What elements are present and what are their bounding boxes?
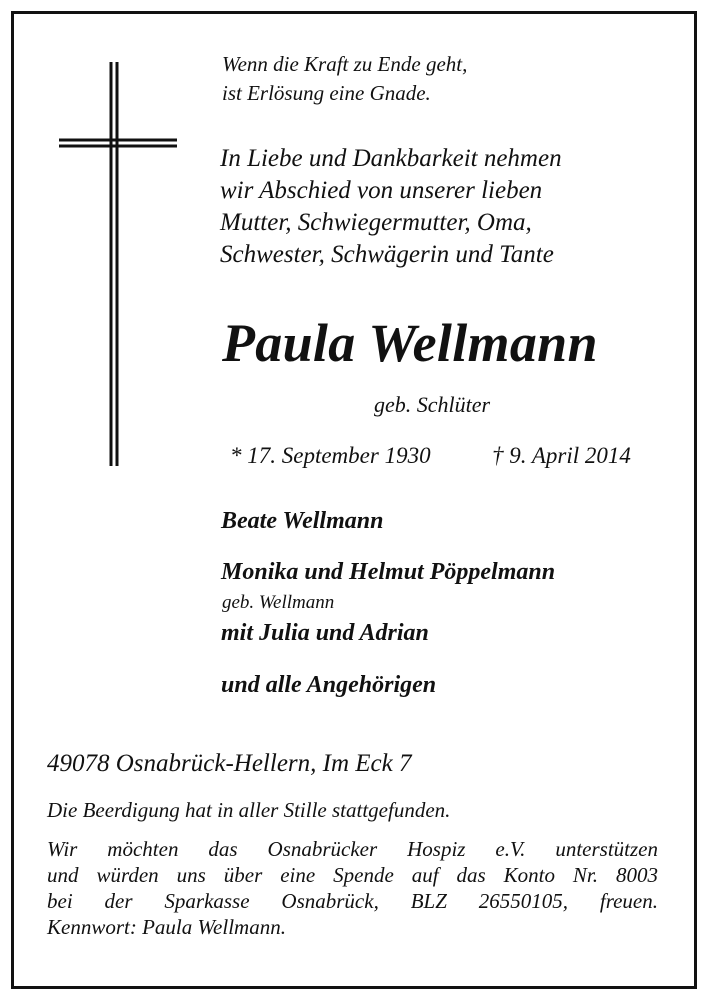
death-date: † 9. April 2014	[492, 443, 631, 468]
mourner-fourth: und alle Angehörigen	[221, 672, 437, 698]
intro-line: Schwester, Schwägerin und Tante	[220, 241, 554, 268]
donation-line: Wir möchten das Osnabrücker Hospiz e.V. unterstützen	[47, 837, 658, 861]
donation-line: Kennwort: Paula Wellmann.	[47, 915, 286, 939]
mourner-first: Beate Wellmann	[221, 508, 384, 534]
motto-line: Wenn die Kraft zu Ende geht,	[222, 52, 468, 76]
motto-line: ist Erlösung eine Gnade.	[222, 81, 431, 105]
deceased-name: Paula Wellmann	[222, 313, 598, 373]
funeral-note: Die Beerdigung hat in aller Stille stattgefunden.	[47, 798, 451, 822]
donation-note	[47, 836, 658, 940]
mourner-third: mit Julia und Adrian	[221, 620, 429, 646]
intro-text	[220, 143, 562, 271]
cross-icon	[55, 60, 181, 468]
donation-line: und würden uns über eine Spende auf das Konto Nr. 8003	[47, 863, 658, 887]
birth-date: * 17. September 1930	[230, 443, 431, 468]
intro-line: In Liebe und Dankbarkeit nehmen	[220, 145, 562, 172]
birth-name: geb. Schlüter	[374, 392, 491, 417]
address: 49078 Osnabrück-Hellern, Im Eck 7	[47, 750, 412, 777]
mourner-second: Monika und Helmut Pöppelmann	[221, 559, 556, 585]
motto	[222, 50, 467, 108]
donation-line: bei der Sparkasse Osnabrück, BLZ 26550105, freuen.	[47, 889, 658, 913]
mourner-second-note: geb. Wellmann	[222, 592, 335, 613]
intro-line: Mutter, Schwiegermutter, Oma,	[220, 209, 532, 236]
intro-line: wir Abschied von unserer lieben	[220, 177, 543, 204]
